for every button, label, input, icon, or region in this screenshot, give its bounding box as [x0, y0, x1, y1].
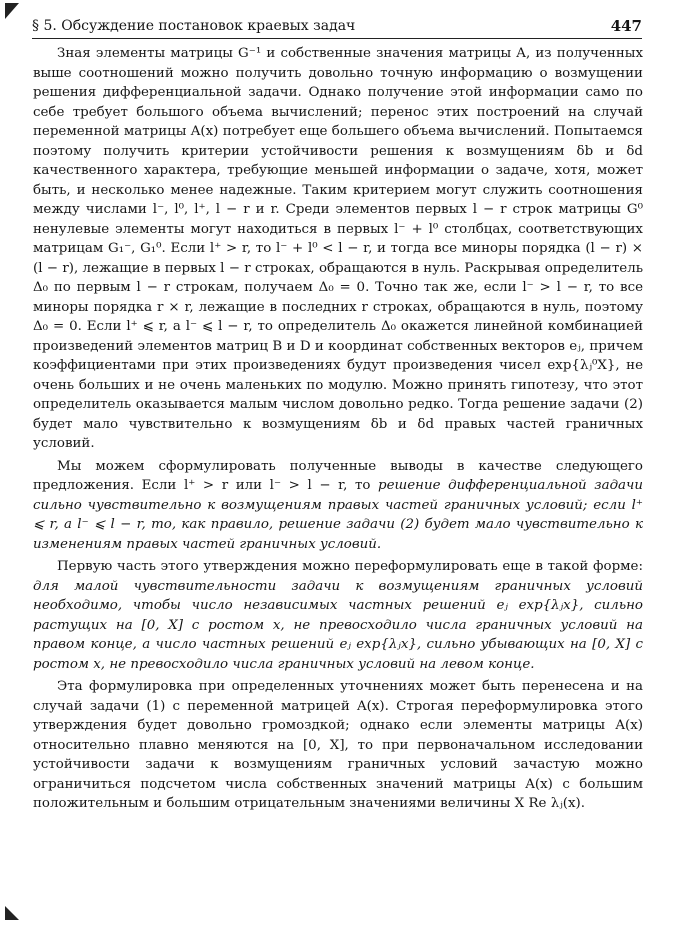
paragraph-3-lead: Первую часть этого утверждения можно переформулировать еще в такой форме:: [57, 559, 643, 574]
page-number: 447: [610, 17, 642, 35]
paragraph-1: Зная элементы матрицы G⁻¹ и собственные значения матрицы A, из полученных выше соотношений можно получить довольно точную информацию о возмущении решения дифференциальной задачи. Однако получение этой информации само по себе требует большого объема вычислений; перенос этих построений на случай переменной матрицы A(x) потребует еще большего объема вычислений. Попытаемся поэтому получить критерии устойчивости решения к возмущениям δb и δd качественного характера, требующие меньшей информации о задаче, хотя, может быть, и несколько менее надежные. Таким критерием могут служить соотношения между числами l⁻, l⁰, l⁺, l − r и r. Среди элементов первых l − r строк матрицы G⁰ ненулевые элементы могут находиться в первых l⁻ + l⁰ столбцах, соответствующих матрицам G₁⁻, G₁⁰. Если l⁺ > r, то l⁻ + l⁰ < l − r, и тогда все миноры порядка (l − r) × (l − r), лежащие в первых l − r строках, обращаются в нуль. Раскрывая определитель Δ₀ по первым l − r строкам, получаем Δ₀ = 0. Точно так же, если l⁻ > l − r, то все миноры порядка r × r, лежащие в последних r строках, обращаются в нуль, поэтому Δ₀ = 0. Если l⁺ ⩽ r, а l⁻ ⩽ l − r, то определитель Δ₀ окажется линейной комбинацией произведений элементов матриц B и D и координат собственных векторов eⱼ, причем коэффициентами при этих произведениях будут произведения чисел exp{λⱼ⁰X}, не очень больших и не очень маленьких по модулю. Можно принять гипотезу, что этот определитель оказывается малым числом довольно редко. Тогда решение задачи (2) будет мало чувствительно к возмущениям δb и δd правых частей граничных условий.: [33, 46, 643, 451]
running-header: [32, 12, 642, 39]
paragraph-2-emphasis: решение дифференциальной задачи сильно чувствительно к возмущениям правых частей граничных условий; если l⁺ ⩽ r, а l⁻ ⩽ l − r, то, как правило, решение задачи (2) будет мало чувствительно к изменениям правых частей граничных условий.: [33, 478, 643, 552]
crop-mark-bottom-left: [5, 906, 19, 920]
page-body: [33, 44, 643, 817]
paragraph-3-emphasis: для малой чувствительности задачи к возмущениям граничных условий необходимо, чтобы число независимых частных решений eⱼ exp{λⱼx}, сильно растущих на [0, X] с ростом x, не превосходило числа граничных условий на правом конце, а число частных решений eⱼ exp{λⱼx}, сильно убывающих на [0, X] с ростом x, не превосходило числа граничных условий на левом конце.: [33, 578, 643, 672]
paragraph-3: [33, 557, 643, 674]
section-title: § 5. Обсуждение постановок краевых задач: [32, 18, 356, 34]
paragraph-2: [33, 457, 643, 555]
paragraph-4: Эта формулировка при определенных уточнениях может быть перенесена и на случай задачи (1) с переменной матрицей A(x). Строгая переформулировка этого утверждения будет довольно громоздкой; однако если элементы матрицы A(x) относительно плавно меняются на [0, X], то при первоначальном исследовании устойчивости задачи к возмущениям граничных условий зачастую можно ограничиться подсчетом числа собственных значений матрицы A(x) с большим положительным и большим отрицательным значениями величины X Re λⱼ(x).: [33, 679, 643, 811]
paragraph-2-lead: Мы можем сформулировать полученные выводы в качестве следующего предложения. Если l⁺ > r или l⁻ > l − r, то: [33, 458, 643, 493]
crop-mark-top-left: [5, 3, 19, 19]
